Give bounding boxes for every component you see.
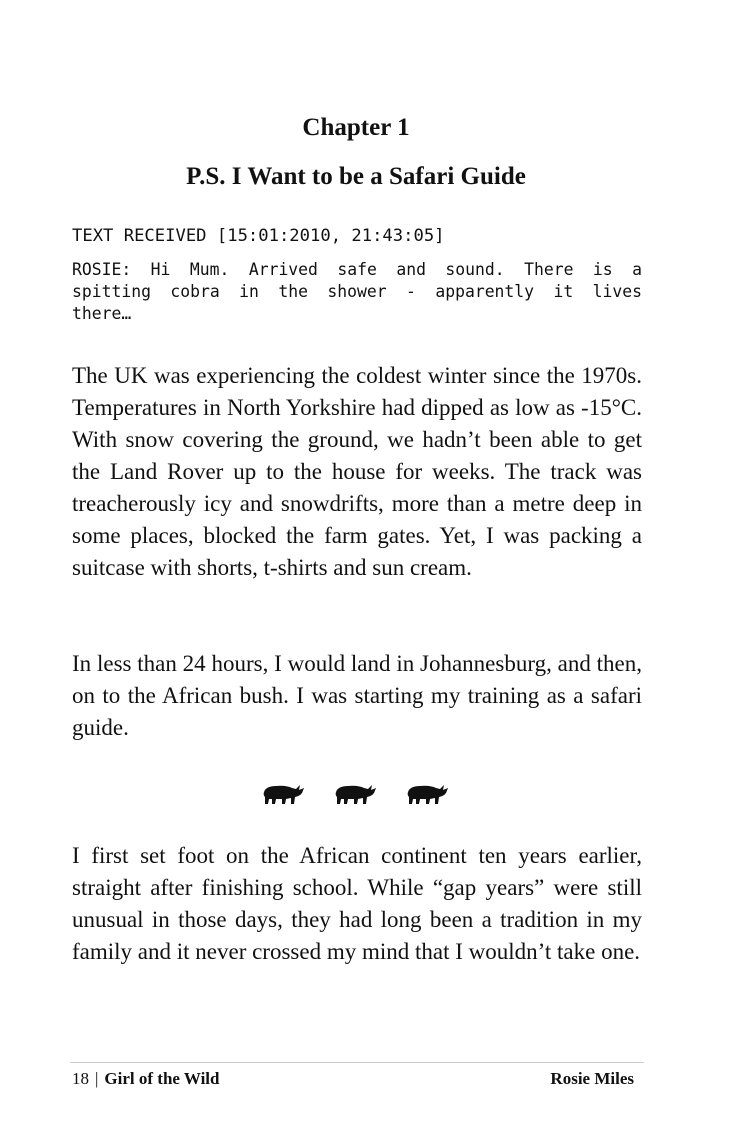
footer-separator: | xyxy=(95,1069,99,1088)
rhino-icon xyxy=(406,780,452,808)
footer-left xyxy=(72,1068,219,1090)
rhino-icon xyxy=(334,780,380,808)
chapter-number: Chapter 1 xyxy=(302,114,410,141)
book-title: Girl of the Wild xyxy=(104,1069,220,1088)
text-message-body: ROSIE: Hi Mum. Arrived safe and sound. There is a spitting cobra in the shower - apparently it lives there… xyxy=(72,260,642,323)
section-divider xyxy=(262,780,452,808)
footer-divider xyxy=(70,1062,644,1063)
body-paragraph-1: The UK was experiencing the coldest winter since the 1970s. Temperatures in North Yorkshire had dipped as low as -15°C. With snow covering the ground, we hadn’t been able to get the Land Rover up to the house for weeks. The track was treacherously icy and snowdrifts, more than a metre deep in some places, blocked the farm gates. Yet, I was packing a suitcase with shorts, t-shirts and sun cream. xyxy=(72,363,642,580)
author-name: Rosie Miles xyxy=(550,1069,634,1088)
body-paragraph-2: In less than 24 hours, I would land in Johannesburg, and then, on to the African bush. I was starting my training as a safari guide. xyxy=(72,651,642,740)
rhino-icon xyxy=(262,780,308,808)
body-paragraph-3: I first set foot on the African continent ten years earlier, straight after finishing school. While “gap years” were still unusual in those days, they had long been a tradition in my family and it never crossed my mind that I wouldn’t take one. xyxy=(72,843,642,964)
text-message-header: TEXT RECEIVED [15:01:2010, 21:43:05] xyxy=(72,226,445,246)
chapter-title: P.S. I Want to be a Safari Guide xyxy=(186,163,526,190)
page-number: 18 xyxy=(72,1069,89,1088)
